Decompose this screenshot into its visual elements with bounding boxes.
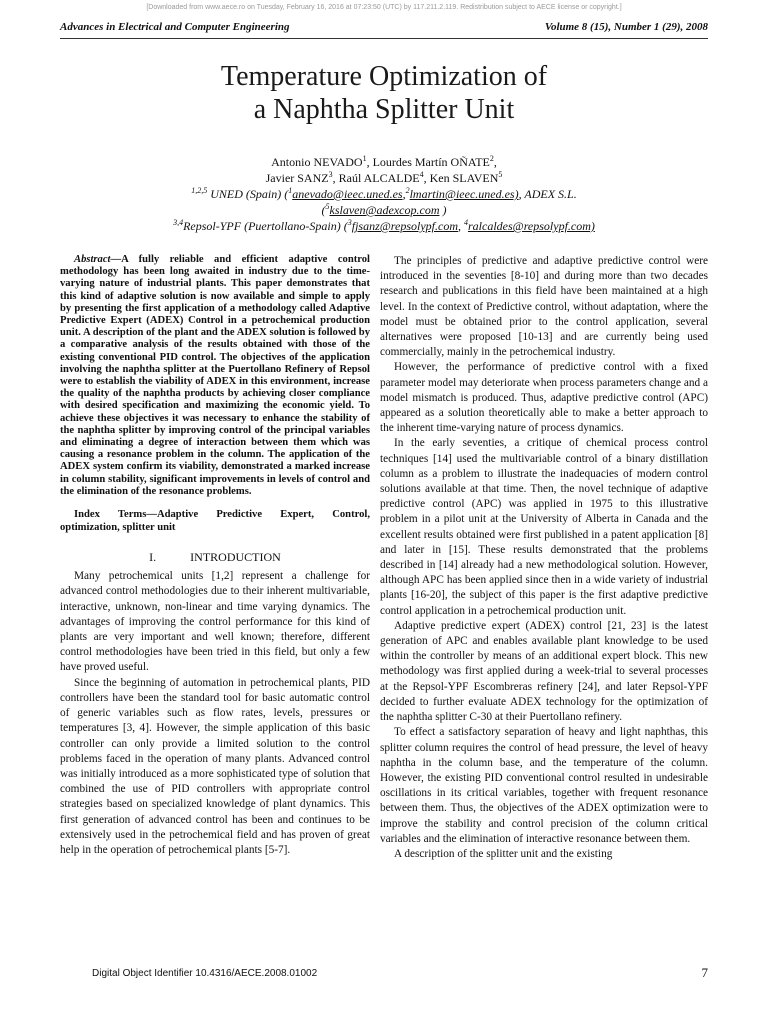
- abstract-text: —A fully reliable and efficient adaptive control methodology has been long awaited in industry due to the time-varying nature of industrial plants. This paper demonstrates that this kind of adaptive solution is now available and simple to apply by presenting the first application of a methodology called Adaptive Predictive Expert (ADEX) Control in a petrochemical production unit. A description of the plant and the ADEX solution is followed by a comparative analysis of the results obtained with those of the existing conventional PID control. The objectives of the application involving the naphtha splitter at the Puertollano Refinery of Repsol were to establish the viability of ADEX in this environment, increase the quality of the naphtha products by achieving closer compliance with desired specification and maximizing the economic yield. To achieve these objectives it was necessary to enhance the stability of the naphtha splitter by improving control of the principal variables and eliminating a degree of interaction between them which was causing a resonance problem in the column. The application of the ADEX system confirm its viability, demonstrated a marked increase in column stability, significant improvements in levels of control and the elimination of the resonance problems.: [60, 254, 370, 497]
- paragraph: A description of the splitter unit and the existing: [394, 847, 613, 860]
- email-superscript: 2: [405, 186, 410, 195]
- email-superscript: 3: [347, 218, 352, 227]
- affiliation-text: , ADEX S.L.: [518, 187, 577, 201]
- author-superscript: 1: [362, 154, 367, 163]
- section-heading: [60, 550, 370, 565]
- affiliation-text: ,: [402, 187, 406, 201]
- doi-footer: Digital Object Identifier 10.4316/AECE.2008.01002: [92, 968, 318, 979]
- paragraph: The principles of predictive and adaptive predictive control were introduced in the seventies [8-10] and during more than two decades research and publications in this field have been maintained at a high level. In the context of Predictive control, without adaptation, where the model must be obtained prior to the control application, several alternatives were proposed [10-13] and are currently being used commercially, mainly in the petrochemical industry.: [380, 255, 708, 359]
- email-link[interactable]: lmartin@ieec.uned.es): [409, 187, 519, 201]
- author-name: , Ken SLAVEN: [423, 171, 499, 185]
- paragraph: Since the beginning of automation in petrochemical plants, PID controllers have been the standard tool for basic automatic control of generic variables such as flow rates, levels, pressures or temperatures [3, 4]. However, the simple application of this basic controller can only provide a limited solution to the control problems faced in the operation of many plants. Advanced control was initially introduced as a more sophisticated type of solution that combined the use of PID controllers with appropriate control strategies based on specialized knowledge of plant dynamics. This first generation of advanced control has been and continues to be extensively used in the petrochemical field and has proven of great help in the operation of petrochemical plants [5-7].: [60, 676, 370, 856]
- affiliation-line-2: [0, 202, 768, 218]
- index-terms: Index Terms—Adaptive Predictive Expert, Control, optimization, splitter unit: [60, 509, 370, 534]
- paragraph: However, the performance of predictive control with a fixed parameter model may deteriorate when process parameters change and a model mismatch is produced. Thus, adaptive predictive control (APC) appeared as a solution theoretically able to make a better approach to the inherent time-varying nature of process dynamics.: [380, 361, 708, 435]
- header-rule: [60, 38, 708, 39]
- author-superscript: 2: [489, 154, 494, 163]
- paragraph: In the early seventies, a critique of chemical process control techniques [14] used the multivariable control of a binary distillation column as a problem to illustrate the inadequacies of modern control solutions available at that time. Then, the novel technique of adaptive predictive control (APC) was applied in 1975 to this illustrative problem in a pilot unit at the University of Alberta in Canada and the excellent results obtained were first published in a patent application [8] and later in [15]. These results demonstrated that the problems described in [14] already had a new methodological solution. However, although APC has been applied since then in a wide variety of industrial plants [16-20], the subject of this paper is the first adaptive predictive control application in a petrochemical production unit.: [380, 437, 708, 617]
- author-superscript: 5: [498, 170, 503, 179]
- author-block: [0, 154, 768, 234]
- affiliation-superscript: 1,2,5: [191, 186, 208, 195]
- paragraph: Adaptive predictive expert (ADEX) control [21, 23] is the latest generation of APC and enables available plant knowledge to be used within the controller by means of an additional expert block. This new methodology was first applied during a week-trial to several processes at the Repsol-YPF Escombreras refinery [24], and later Repsol-YPF decided to further evaluate ADEX technology for the optimization of the naphtha splitter C-30 at their Puertollano refinery.: [380, 619, 708, 724]
- paragraph: To effect a satisfactory separation of heavy and light naphthas, this splitter column requires the control of head pressure, the level of heavy naphtha in the column base, and the temperature of the column. However, the existing PID conventional control resulted in undesirable oscillations in its critical variables, together with frequent resonance between them. Thus, the objectives of the ADEX optimization were to improve the stability and control precision of the column critical variables and the elimination of interactive resonance between them.: [380, 726, 708, 845]
- author-line-1: [0, 154, 768, 170]
- page-number: 7: [701, 965, 708, 980]
- author-separator: ,: [493, 155, 497, 169]
- download-notice: [Downloaded from www.aece.ro on Tuesday, February 16, 2016 at 07:23:50 (UTC) by 117.211.2.119. Redistribution subject to AECE license or copyright.]: [146, 4, 622, 11]
- author-name: , Raúl ALCALDE: [332, 171, 420, 185]
- title-line-2: a Naphtha Splitter Unit: [253, 94, 515, 125]
- author-name: Javier SANZ: [265, 171, 329, 185]
- right-column: [380, 254, 708, 862]
- title-line-1: Temperature Optimization of: [220, 61, 548, 92]
- affiliation-text: ): [439, 203, 447, 217]
- journal-name: Advances in Electrical and Computer Engineering: [60, 21, 290, 33]
- abstract-label: Abstract: [74, 254, 111, 265]
- section-title: INTRODUCTION: [190, 550, 281, 565]
- author-superscript: 3: [328, 170, 333, 179]
- affiliation-text: ,: [458, 219, 464, 233]
- abstract: [60, 254, 370, 498]
- section-number: I.: [149, 550, 157, 565]
- author-superscript: 4: [419, 170, 424, 179]
- affiliation-text: (: [321, 203, 326, 217]
- affiliation-text: Repsol-YPF (Puertollano-Spain) (: [183, 219, 348, 233]
- author-line-2: [0, 170, 768, 186]
- email-link[interactable]: anevado@ieec.uned.es: [292, 187, 403, 201]
- paper-title: [0, 60, 768, 126]
- author-name: Antonio NEVADO: [271, 155, 363, 169]
- left-column: [60, 254, 370, 858]
- affiliation-line-1: [0, 186, 768, 202]
- email-link[interactable]: ralcaldes@repsolypf.com): [468, 219, 595, 233]
- affiliation-text: UNED (Spain) (: [207, 187, 289, 201]
- email-superscript: 5: [325, 202, 330, 211]
- email-superscript: 1: [288, 186, 293, 195]
- paragraph: Many petrochemical units [1,2] represent a challenge for advanced control methodologies due to their inherent multivariable, interactive, unknown, non-linear and time varying dynamics. The advantages of improving the control performance for this kind of plants are very important and well known; therefore, different control methodologies have been tried in this field, but only a few have proved useful.: [60, 570, 370, 674]
- email-superscript: 4: [464, 218, 468, 227]
- email-link[interactable]: kslaven@adexcop.com: [329, 203, 440, 217]
- affiliation-superscript: 3,4: [173, 218, 184, 227]
- affiliation-line-3: [0, 218, 768, 234]
- email-link[interactable]: fjsanz@repsolypf.com: [351, 219, 458, 233]
- volume-info: Volume 8 (15), Number 1 (29), 2008: [544, 21, 708, 33]
- author-name: , Lourdes Martín OÑATE: [366, 155, 490, 169]
